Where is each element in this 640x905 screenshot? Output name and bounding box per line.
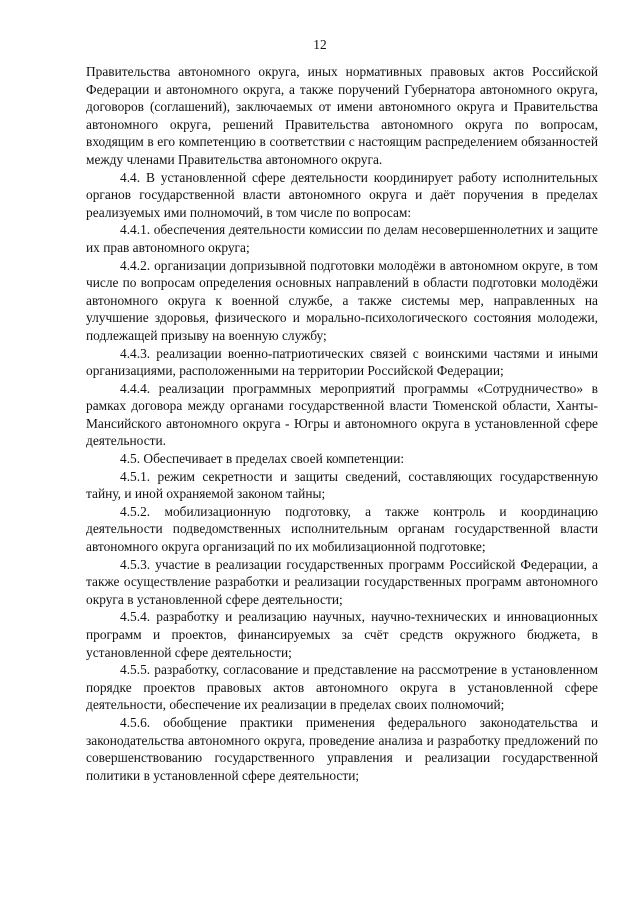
paragraph-4-5-2: 4.5.2. мобилизационную подготовку, а также контроль и координацию деятельности подведомственных исполнительным органам государственной власти автономного округа организаций по их мобилизационной подготовке; bbox=[86, 503, 598, 555]
paragraph-4-5-1: 4.5.1. режим секретности и защиты сведений, составляющих государственную тайну, и иной охраняемой законом тайны; bbox=[86, 468, 598, 502]
paragraph-4-5-6: 4.5.6. обобщение практики применения федерального законодательства и законодательства автономного округа, проведение анализа и разработку предложений по совершенствованию государственного управления и реализации государственной политики в установленной сфере деятельности; bbox=[86, 714, 598, 783]
page-number: 12 bbox=[313, 37, 327, 52]
paragraph-4-4-3: 4.4.3. реализации военно-патриотических связей с воинскими частями и иными организациями, расположенными на территории Российской Федерации; bbox=[86, 345, 598, 379]
page-body bbox=[86, 63, 598, 784]
paragraph-4-4: 4.4. В установленной сфере деятельности координирует работу исполнительных органов государственной власти автономного округа и даёт поручения в пределах реализуемых ими полномочий, в том числе по вопросам: bbox=[86, 169, 598, 220]
paragraph-4-4-2: 4.4.2. организации допризывной подготовки молодёжи в автономном округе, в том числе по вопросам определения основных направлений в области подготовки молодёжи автономного округа к военной службе, а также системы мер, направленных на улучшение здоровья, физического и морально-психологического состояния молодежи, подлежащей призыву на военную службу; bbox=[86, 257, 598, 343]
paragraph-4-5: 4.5. Обеспечивает в пределах своей компетенции: bbox=[120, 451, 405, 467]
paragraph-continuation: Правительства автономного округа, иных нормативных правовых актов Российской Федерации и автономного округа, а также поручений Губернатора автономного округа, договоров (соглашений), заключаемых от имени автономного округа и Правительства автономного округа, решений Правительства автономного округа по вопросам, входящим в его компетенцию в соответствии с настоящим распределением обязанностей между членами Правительства автономного округа. bbox=[86, 64, 598, 167]
paragraph-4-5-3: 4.5.3. участие в реализации государственных программ Российской Федерации, а также осуществление разработки и реализации государственных программ автономного округа в установленной сфере деятельности; bbox=[86, 556, 598, 607]
paragraph-4-4-4: 4.4.4. реализации программных мероприятий программы «Сотрудничество» в рамках договора между органами государственной власти Тюменской области, Ханты-Мансийского автономного округа - Югры и автономного округа в установленной сфере деятельности. bbox=[86, 380, 598, 449]
paragraph-4-4-1: 4.4.1. обеспечения деятельности комиссии по делам несовершеннолетних и защите их прав автономного округа; bbox=[86, 222, 598, 255]
paragraph-4-5-4: 4.5.4. разработку и реализацию научных, научно-технических и инновационных программ и проектов, финансируемых за счёт средств окружного бюджета, в установленной сфере деятельности; bbox=[86, 609, 598, 660]
paragraph-4-5-5: 4.5.5. разработку, согласование и представление на рассмотрение в установленном порядке проектов правовых актов автономного округа в установленной сфере деятельности, обеспечение их реализации в пределах своих полномочий; bbox=[86, 662, 598, 713]
